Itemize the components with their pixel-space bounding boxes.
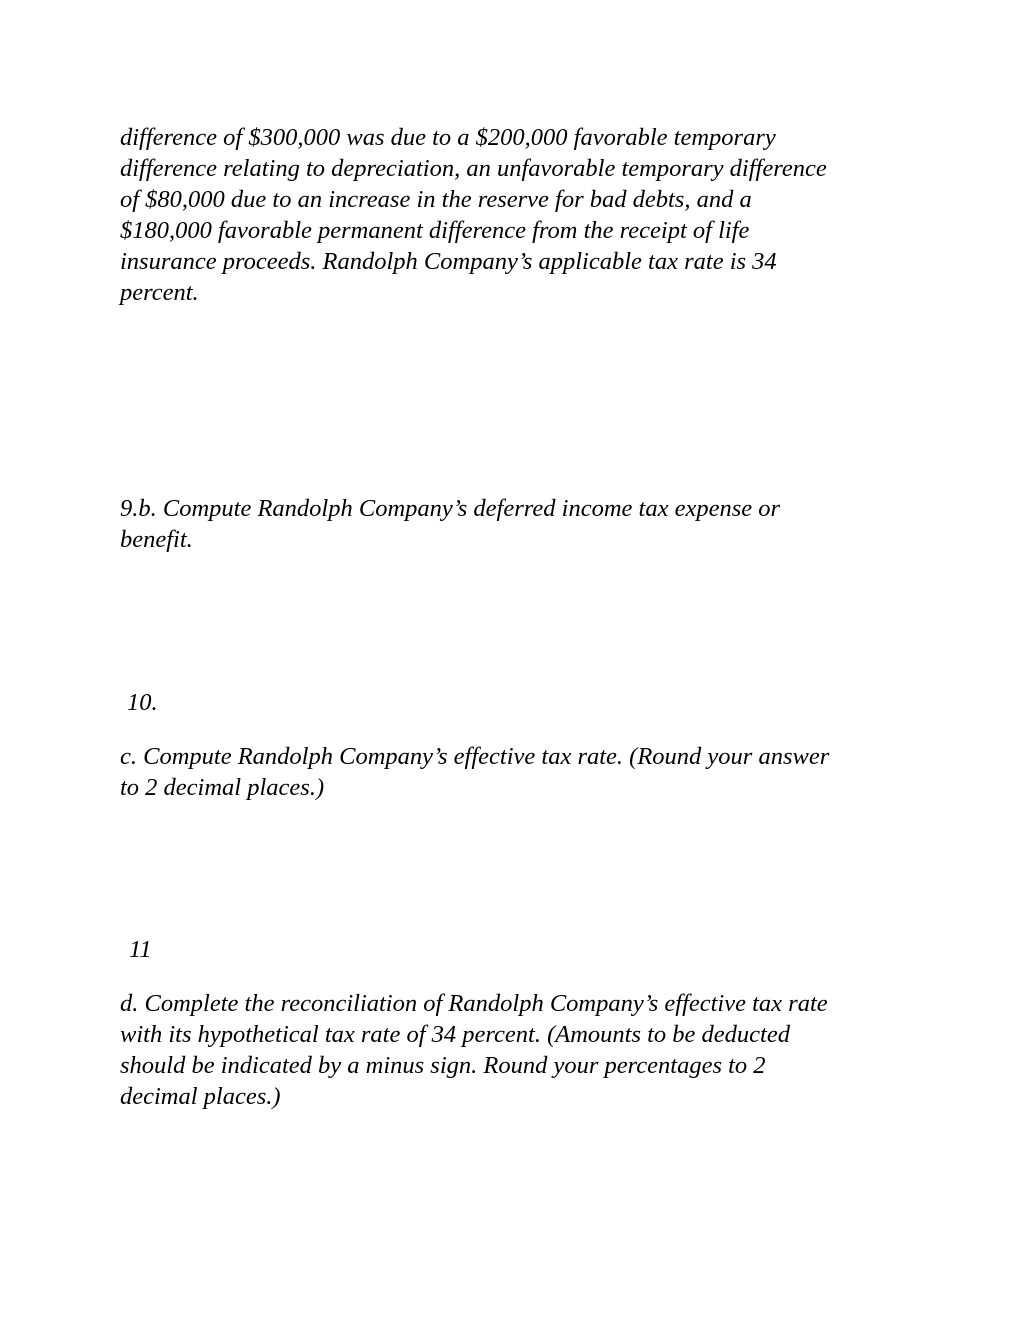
text-line: $180,000 favorable permanent difference from the receipt of life xyxy=(120,217,750,244)
text-line: of $80,000 due to an increase in the reserve for bad debts, and a xyxy=(120,186,752,213)
question-number-11 xyxy=(129,934,929,965)
text-line: percent. xyxy=(120,279,199,306)
text-line: c. Compute Randolph Company’s effective tax rate. (Round your answer xyxy=(120,743,830,770)
question-c xyxy=(120,741,920,803)
text-line: d. Complete the reconciliation of Randolph Company’s effective tax rate xyxy=(120,990,828,1017)
text-line: 10. xyxy=(127,689,158,716)
text-line: should be indicated by a minus sign. Round your percentages to 2 xyxy=(120,1052,766,1079)
text-line: difference relating to depreciation, an unfavorable temporary difference xyxy=(120,155,827,182)
text-line: insurance proceeds. Randolph Company’s applicable tax rate is 34 xyxy=(120,248,777,275)
text-line: with its hypothetical tax rate of 34 percent. (Amounts to be deducted xyxy=(120,1021,790,1048)
text-line: 11 xyxy=(129,936,152,963)
text-line: 9.b. Compute Randolph Company’s deferred income tax expense or xyxy=(120,495,781,522)
text-line: benefit. xyxy=(120,526,193,553)
text-line: to 2 decimal places.) xyxy=(120,774,325,801)
intro-paragraph xyxy=(120,122,920,308)
question-9b xyxy=(120,493,920,555)
text-line: difference of $300,000 was due to a $200,000 favorable temporary xyxy=(120,124,776,151)
text-line: decimal places.) xyxy=(120,1083,281,1110)
question-number-10 xyxy=(127,687,927,718)
question-d xyxy=(120,988,920,1112)
